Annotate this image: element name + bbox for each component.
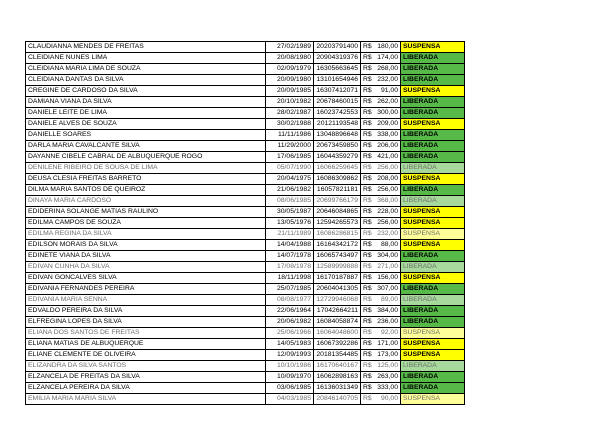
currency-symbol: R$	[363, 197, 372, 204]
cell-name[interactable]: EMILIA MARIA MARIA SILVA	[26, 394, 266, 405]
cell-status[interactable]: LIBERADA	[401, 383, 465, 394]
cell-name[interactable]: EDIVAN GONCALVES SILVA	[26, 273, 266, 284]
cell-status[interactable]: SUSPENSA	[401, 339, 465, 350]
cell-amount[interactable]	[361, 119, 401, 130]
table-row	[26, 317, 465, 328]
cell-birth-date[interactable]: 11/29/2000	[266, 141, 314, 152]
amount-value: 271,00	[377, 263, 398, 270]
cell-name[interactable]: EDIVANIA FERNANDES PEREIRA	[26, 284, 266, 295]
cell-birth-date[interactable]: 22/06/1964	[266, 306, 314, 317]
currency-symbol: R$	[363, 230, 372, 237]
cell-document-number[interactable]: 12729946068	[314, 295, 361, 306]
table-row	[26, 42, 465, 53]
cell-name[interactable]: DAMIANA VIANA DA SILVA	[26, 97, 266, 108]
cell-name[interactable]: DEUSA CLESIA FREITAS BARRETO	[26, 174, 266, 185]
cell-document-number[interactable]: 16170640167	[314, 361, 361, 372]
cell-amount[interactable]	[361, 339, 401, 350]
cell-amount[interactable]	[361, 306, 401, 317]
cell-name[interactable]: ELIZANDRA DA SILVA SANTOS	[26, 361, 266, 372]
currency-symbol: R$	[363, 65, 372, 72]
currency-symbol: R$	[363, 252, 372, 259]
cell-status[interactable]: SUSPENSA	[401, 86, 465, 97]
cell-name[interactable]: EDIVANIA MARIA SENNA	[26, 295, 266, 306]
table-row	[26, 108, 465, 119]
cell-document-number[interactable]: 16136031349	[314, 383, 361, 394]
cell-amount[interactable]	[361, 361, 401, 372]
currency-symbol: R$	[363, 186, 372, 193]
cell-document-number[interactable]: 20904319376	[314, 53, 361, 64]
table-row	[26, 53, 465, 64]
cell-amount[interactable]	[361, 273, 401, 284]
cell-document-number[interactable]: 12594265573	[314, 218, 361, 229]
amount-value: 384,00	[377, 307, 398, 314]
currency-symbol: R$	[363, 373, 372, 380]
cell-birth-date[interactable]: 13/05/1976	[266, 218, 314, 229]
cell-status[interactable]: LIBERADA	[401, 141, 465, 152]
cell-birth-date[interactable]: 14/07/1978	[266, 251, 314, 262]
cell-status[interactable]: LIBERADA	[401, 130, 465, 141]
amount-value: 90,00	[380, 395, 398, 402]
cell-document-number[interactable]: 17042664211	[314, 306, 361, 317]
cell-name[interactable]: DAYANNE CIBELE CABRAL DE ALBUQUERQUE ROGO	[26, 152, 266, 163]
currency-symbol: R$	[363, 219, 372, 226]
amount-value: 174,00	[377, 54, 398, 61]
cell-document-number[interactable]: 16062898163	[314, 372, 361, 383]
cell-status[interactable]: SUSPENSA	[401, 394, 465, 405]
cell-status[interactable]: LIBERADA	[401, 196, 465, 207]
cell-birth-date[interactable]: 04/03/1985	[266, 394, 314, 405]
amount-value: 307,00	[377, 285, 398, 292]
amount-value: 209,00	[377, 120, 398, 127]
currency-symbol: R$	[363, 340, 372, 347]
cell-amount[interactable]	[361, 251, 401, 262]
cell-status[interactable]: LIBERADA	[401, 152, 465, 163]
cell-status[interactable]: LIBERADA	[401, 284, 465, 295]
cell-document-number[interactable]: 13101654946	[314, 75, 361, 86]
cell-birth-date[interactable]: 20/10/1982	[266, 97, 314, 108]
spreadsheet-body	[26, 42, 465, 405]
cell-status[interactable]: LIBERADA	[401, 306, 465, 317]
cell-name[interactable]: DINAYA MARIA CARDOSO	[26, 196, 266, 207]
cell-birth-date[interactable]: 14/05/1983	[266, 339, 314, 350]
cell-amount[interactable]	[361, 207, 401, 218]
cell-name[interactable]: ELFREGINA LOPES DA SILVA	[26, 317, 266, 328]
currency-symbol: R$	[363, 208, 372, 215]
table-row	[26, 218, 465, 229]
cell-document-number[interactable]: 16065743497	[314, 251, 361, 262]
currency-symbol: R$	[363, 98, 372, 105]
cell-name[interactable]: ELIANA MATIAS DE ALBUQUERQUE	[26, 339, 266, 350]
spreadsheet-table	[25, 41, 465, 405]
amount-value: 171,00	[377, 340, 398, 347]
cell-status[interactable]: LIBERADA	[401, 64, 465, 75]
table-row	[26, 75, 465, 86]
amount-value: 92,00	[380, 329, 398, 336]
cell-birth-date[interactable]: 14/04/1988	[266, 240, 314, 251]
cell-amount[interactable]	[361, 240, 401, 251]
cell-status[interactable]: LIBERADA	[401, 372, 465, 383]
currency-symbol: R$	[363, 120, 372, 127]
cell-document-number[interactable]: 20181354485	[314, 350, 361, 361]
cell-document-number[interactable]: 12589999888	[314, 262, 361, 273]
cell-status[interactable]: LIBERADA	[401, 163, 465, 174]
cell-amount[interactable]	[361, 229, 401, 240]
cell-document-number[interactable]: 20604041305	[314, 284, 361, 295]
cell-document-number[interactable]: 20121193548	[314, 119, 361, 130]
currency-symbol: R$	[363, 76, 372, 83]
cell-name[interactable]: CLEIDIANA DANTAS DA SILVA	[26, 75, 266, 86]
cell-name[interactable]: EDILMA REGINA DA SILVA	[26, 229, 266, 240]
table-row	[26, 372, 465, 383]
currency-symbol: R$	[363, 318, 372, 325]
cell-birth-date[interactable]: 25/06/1966	[266, 328, 314, 339]
amount-value: 256,00	[377, 186, 398, 193]
amount-value: 368,00	[377, 197, 398, 204]
cell-amount[interactable]	[361, 372, 401, 383]
amount-value: 421,00	[377, 153, 398, 160]
cell-name[interactable]: EDILSON MORAIS DA SILVA	[26, 240, 266, 251]
table-row	[26, 306, 465, 317]
table-row	[26, 152, 465, 163]
cell-document-number[interactable]: 16305663645	[314, 64, 361, 75]
currency-symbol: R$	[363, 285, 372, 292]
cell-birth-date[interactable]: 18/11/1998	[266, 273, 314, 284]
cell-amount[interactable]	[361, 64, 401, 75]
table-row	[26, 119, 465, 130]
amount-value: 91,00	[380, 87, 398, 94]
cell-status[interactable]: LIBERADA	[401, 361, 465, 372]
cell-status[interactable]: LIBERADA	[401, 251, 465, 262]
amount-value: 228,00	[377, 208, 398, 215]
cell-birth-date[interactable]: 10/10/1986	[266, 361, 314, 372]
cell-status[interactable]: SUSPENSA	[401, 218, 465, 229]
amount-value: 300,00	[377, 109, 398, 116]
cell-status[interactable]: LIBERADA	[401, 295, 465, 306]
cell-document-number[interactable]: 16164342172	[314, 240, 361, 251]
currency-symbol: R$	[363, 307, 372, 314]
cell-amount[interactable]	[361, 130, 401, 141]
currency-symbol: R$	[363, 54, 372, 61]
currency-symbol: R$	[363, 362, 372, 369]
amount-value: 208,00	[377, 175, 398, 182]
cell-amount[interactable]	[361, 262, 401, 273]
currency-symbol: R$	[363, 296, 372, 303]
cell-birth-date[interactable]: 21/06/1982	[266, 185, 314, 196]
cell-document-number[interactable]: 20673459850	[314, 141, 361, 152]
cell-status[interactable]: SUSPENSA	[401, 240, 465, 251]
currency-symbol: R$	[363, 351, 372, 358]
currency-symbol: R$	[363, 153, 372, 160]
cell-document-number[interactable]: 16086286815	[314, 229, 361, 240]
cell-status[interactable]: LIBERADA	[401, 317, 465, 328]
currency-symbol: R$	[363, 274, 372, 281]
table-row	[26, 328, 465, 339]
cell-amount[interactable]	[361, 174, 401, 185]
cell-status[interactable]: SUSPENSA	[401, 273, 465, 284]
cell-status[interactable]: SUSPENSA	[401, 350, 465, 361]
cell-status[interactable]: SUSPENSA	[401, 229, 465, 240]
cell-document-number[interactable]: 16170187887	[314, 273, 361, 284]
currency-symbol: R$	[363, 241, 372, 248]
cell-document-number[interactable]: 16067392286	[314, 339, 361, 350]
cell-document-number[interactable]: 20646084865	[314, 207, 361, 218]
cell-birth-date[interactable]: 20/04/1975	[266, 174, 314, 185]
amount-value: 333,00	[377, 384, 398, 391]
cell-amount[interactable]	[361, 163, 401, 174]
currency-symbol: R$	[363, 395, 372, 402]
amount-value: 206,00	[377, 142, 398, 149]
cell-status[interactable]: LIBERADA	[401, 97, 465, 108]
cell-name[interactable]: EDVALDO PEREIRA DA SILVA	[26, 306, 266, 317]
cell-document-number[interactable]: 20203791400	[314, 42, 361, 53]
cell-birth-date[interactable]: 30/05/1987	[266, 207, 314, 218]
table-row	[26, 240, 465, 251]
cell-document-number[interactable]: 16086309862	[314, 174, 361, 185]
cell-name[interactable]: ELIANA DOS SANTOS DE FREITAS	[26, 328, 266, 339]
cell-status[interactable]: SUSPENSA	[401, 174, 465, 185]
amount-value: 338,00	[377, 131, 398, 138]
cell-amount[interactable]	[361, 75, 401, 86]
cell-status[interactable]: LIBERADA	[401, 185, 465, 196]
cell-amount[interactable]	[361, 328, 401, 339]
table-row	[26, 350, 465, 361]
cell-status[interactable]: LIBERADA	[401, 75, 465, 86]
cell-amount[interactable]	[361, 86, 401, 97]
cell-amount[interactable]	[361, 141, 401, 152]
currency-symbol: R$	[363, 131, 372, 138]
cell-amount[interactable]	[361, 97, 401, 108]
amount-value: 268,00	[377, 65, 398, 72]
cell-birth-date[interactable]: 27/02/1989	[266, 42, 314, 53]
table-row	[26, 174, 465, 185]
table-row	[26, 97, 465, 108]
cell-birth-date[interactable]: 20/06/1982	[266, 317, 314, 328]
currency-symbol: R$	[363, 109, 372, 116]
amount-value: 173,00	[377, 351, 398, 358]
cell-birth-date[interactable]: 20/09/1985	[266, 86, 314, 97]
amount-value: 88,00	[380, 241, 398, 248]
cell-birth-date[interactable]: 20/09/1980	[266, 75, 314, 86]
cell-amount[interactable]	[361, 317, 401, 328]
cell-birth-date[interactable]: 20/08/1980	[266, 53, 314, 64]
cell-name[interactable]: DILMA MARIA SANTOS DE QUEIROZ	[26, 185, 266, 196]
cell-name[interactable]: CLEIDIANE NUNES LIMA	[26, 53, 266, 64]
cell-document-number[interactable]: 20699766179	[314, 196, 361, 207]
cell-document-number[interactable]: 16044359279	[314, 152, 361, 163]
cell-amount[interactable]	[361, 383, 401, 394]
amount-value: 232,00	[377, 76, 398, 83]
table-row	[26, 130, 465, 141]
currency-symbol: R$	[363, 329, 372, 336]
cell-amount[interactable]	[361, 185, 401, 196]
cell-name[interactable]: ELZANCELA DE FREITAS DA SILVA	[26, 372, 266, 383]
currency-symbol: R$	[363, 43, 372, 50]
cell-status[interactable]: LIBERADA	[401, 262, 465, 273]
table-row	[26, 163, 465, 174]
cell-name[interactable]: EDIVAN CUNHA DA SILVA	[26, 262, 266, 273]
cell-birth-date[interactable]: 11/11/1986	[266, 130, 314, 141]
table-row	[26, 295, 465, 306]
cell-birth-date[interactable]: 08/08/1977	[266, 295, 314, 306]
table-row	[26, 394, 465, 405]
cell-document-number[interactable]: 13048896648	[314, 130, 361, 141]
table-row	[26, 207, 465, 218]
currency-symbol: R$	[363, 164, 372, 171]
cell-birth-date[interactable]: 28/02/1987	[266, 108, 314, 119]
cell-name[interactable]: EDINETE VIANA DA SILVA	[26, 251, 266, 262]
cell-amount[interactable]	[361, 218, 401, 229]
amount-value: 180,00	[377, 43, 398, 50]
cell-birth-date[interactable]: 17/08/1978	[266, 262, 314, 273]
currency-symbol: R$	[363, 87, 372, 94]
amount-value: 304,00	[377, 252, 398, 259]
table-row	[26, 284, 465, 295]
cell-name[interactable]: DARLA MARIA CAVALCANTE SILVA	[26, 141, 266, 152]
cell-birth-date[interactable]: 12/09/1993	[266, 350, 314, 361]
table-row	[26, 185, 465, 196]
table-row	[26, 383, 465, 394]
cell-amount[interactable]	[361, 284, 401, 295]
cell-status[interactable]: SUSPENSA	[401, 119, 465, 130]
cell-birth-date[interactable]: 05/07/1990	[266, 163, 314, 174]
table-row	[26, 262, 465, 273]
cell-name[interactable]: DANIELLE SOARES	[26, 130, 266, 141]
cell-amount[interactable]	[361, 196, 401, 207]
cell-document-number[interactable]: 16057821181	[314, 185, 361, 196]
table-row	[26, 86, 465, 97]
cell-document-number[interactable]: 20678460015	[314, 97, 361, 108]
cell-status[interactable]: LIBERADA	[401, 108, 465, 119]
table-row	[26, 361, 465, 372]
cell-birth-date[interactable]: 21/11/1989	[266, 229, 314, 240]
cell-name[interactable]: ELZANCELA PEREIRA DA SILVA	[26, 383, 266, 394]
cell-name[interactable]: DENILENE RIBEIRO DE SOUSA DE LIMA	[26, 163, 266, 174]
table-row	[26, 141, 465, 152]
cell-document-number[interactable]: 20846140705	[314, 394, 361, 405]
table-row	[26, 229, 465, 240]
amount-value: 256,00	[377, 219, 398, 226]
table-row	[26, 196, 465, 207]
cell-name[interactable]: DANIELE LEITE DE LIMA	[26, 108, 266, 119]
amount-value: 256,00	[377, 164, 398, 171]
cell-name[interactable]: CREGINE DE CARDOSO DA SILVA	[26, 86, 266, 97]
cell-name[interactable]: ELIANE CLEMENTE DE OLIVEIRA	[26, 350, 266, 361]
table-row	[26, 273, 465, 284]
cell-birth-date[interactable]: 03/06/1985	[266, 383, 314, 394]
cell-birth-date[interactable]: 25/07/1985	[266, 284, 314, 295]
cell-amount[interactable]	[361, 108, 401, 119]
currency-symbol: R$	[363, 263, 372, 270]
cell-name[interactable]: EDIDERINA SOLANGE MATIAS RAULINO	[26, 207, 266, 218]
table-row	[26, 339, 465, 350]
cell-document-number[interactable]: 16066259645	[314, 163, 361, 174]
cell-status[interactable]: SUSPENSA	[401, 328, 465, 339]
cell-birth-date[interactable]: 17/06/1985	[266, 152, 314, 163]
cell-status[interactable]: SUSPENSA	[401, 207, 465, 218]
cell-amount[interactable]	[361, 53, 401, 64]
cell-amount[interactable]	[361, 295, 401, 306]
cell-status[interactable]: LIBERADA	[401, 53, 465, 64]
cell-birth-date[interactable]: 08/06/1985	[266, 196, 314, 207]
cell-document-number[interactable]: 16307412071	[314, 86, 361, 97]
cell-birth-date[interactable]: 02/09/1979	[266, 64, 314, 75]
currency-symbol: R$	[363, 175, 372, 182]
cell-amount[interactable]	[361, 394, 401, 405]
amount-value: 236,00	[377, 318, 398, 325]
cell-name[interactable]: CLAUDIANNA MENDES DE FREITAS	[26, 42, 266, 53]
currency-symbol: R$	[363, 142, 372, 149]
cell-document-number[interactable]: 16064048600	[314, 328, 361, 339]
cell-name[interactable]: EDILMA CAMPOS DE SOUZA	[26, 218, 266, 229]
cell-document-number[interactable]: 16023742553	[314, 108, 361, 119]
table-row	[26, 251, 465, 262]
amount-value: 89,00	[380, 296, 398, 303]
cell-name[interactable]: DANIELE ALVES DE SOUZA	[26, 119, 266, 130]
amount-value: 262,00	[377, 98, 398, 105]
cell-birth-date[interactable]: 10/09/1970	[266, 372, 314, 383]
amount-value: 156,00	[377, 274, 398, 281]
amount-value: 263,00	[377, 373, 398, 380]
cell-birth-date[interactable]: 30/02/1988	[266, 119, 314, 130]
cell-document-number[interactable]: 16084058874	[314, 317, 361, 328]
cell-name[interactable]: CLEIDIANA MARIA LIMA DE SOUZA	[26, 64, 266, 75]
table-row	[26, 64, 465, 75]
cell-status[interactable]: SUSPENSA	[401, 42, 465, 53]
cell-amount[interactable]	[361, 350, 401, 361]
cell-amount[interactable]	[361, 42, 401, 53]
amount-value: 232,00	[377, 230, 398, 237]
cell-amount[interactable]	[361, 152, 401, 163]
currency-symbol: R$	[363, 384, 372, 391]
amount-value: 125,00	[377, 362, 398, 369]
